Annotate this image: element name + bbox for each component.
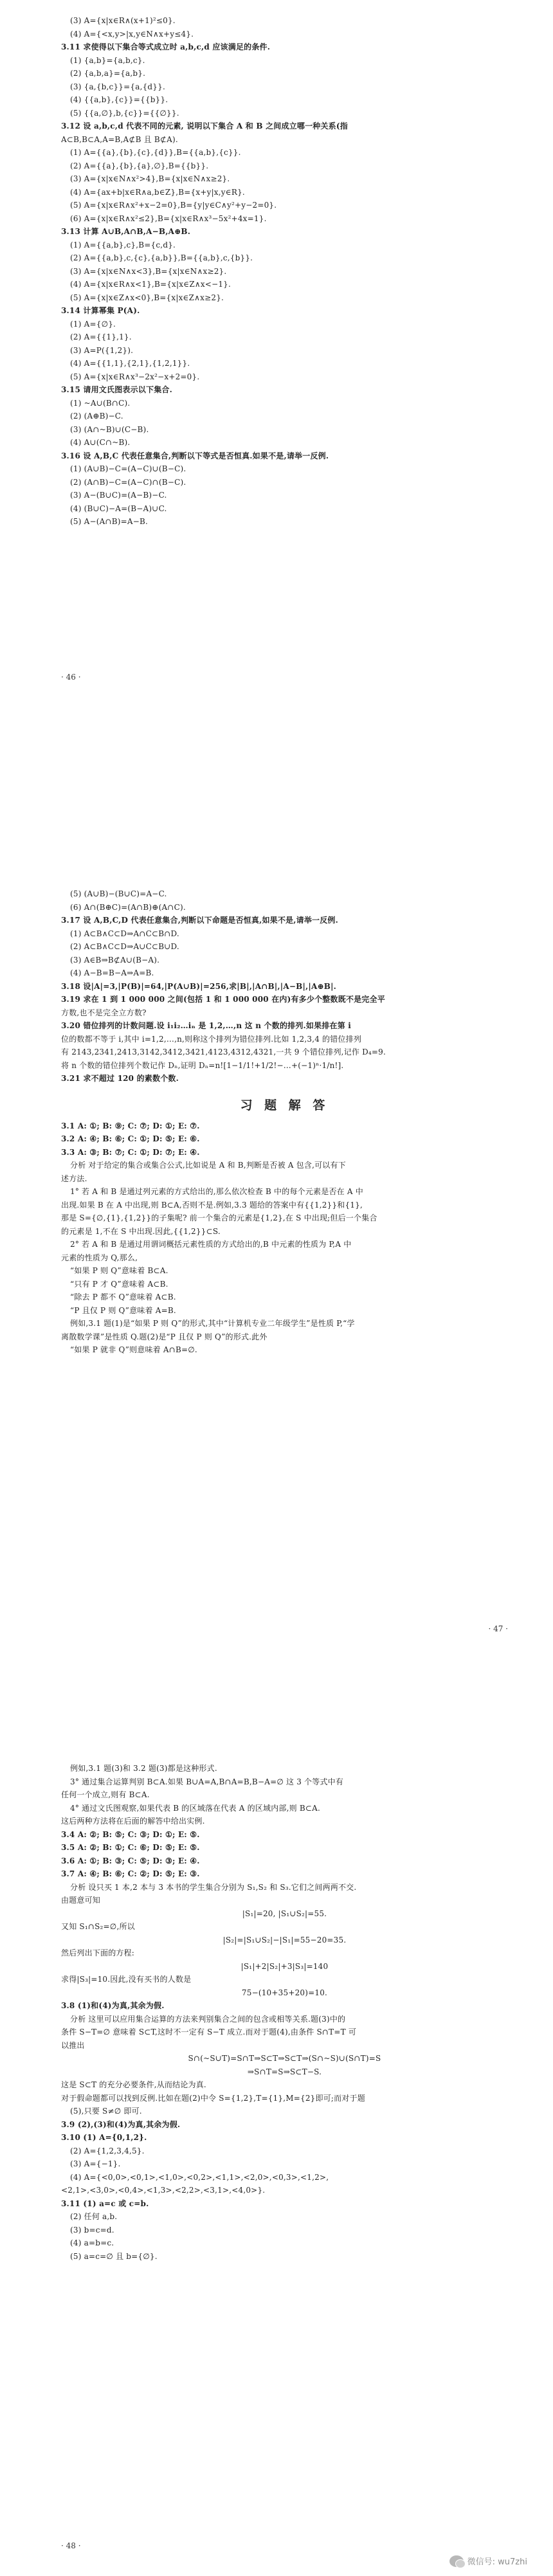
text-line: (5) A−(A∩B)=A−B. [70, 517, 149, 526]
text-line: 3.21 求不超过 120 的素数个数. [61, 1074, 179, 1083]
text-line: 对于假命题都可以找到反例.比如在题(2)中令 S={1,2},T={1},M={2}即可;而对于题 [61, 2093, 365, 2103]
text-line: 3.7 A: ④; B: ⑥; C: ②; D: ⑤; E: ③. [61, 1869, 200, 1878]
text-line: (4) A−B=B−A⇒A=B. [70, 968, 154, 977]
text-line: (6) A={x|x∈R∧x²≤2},B={x|x∈R∧x³−5x²+4x=1}. [70, 213, 267, 223]
text-line: (5) a=c=∅ 且 b={∅}. [70, 2251, 158, 2261]
text-line: (2) (A∩B)−C=(A−C)∩(B−C). [70, 477, 186, 487]
text-line: (3) (A∩~B)∪(C−B). [70, 424, 149, 434]
text-line: (4) a=b=c. [70, 2238, 114, 2247]
text-line: 3.2 A: ④; B: ⑥; C: ①; D: ⑤; E: ⑥. [61, 1134, 200, 1143]
page-number: · 46 · [61, 673, 81, 682]
text-line: 3.15 请用文氏图表示以下集合. [61, 385, 172, 394]
text-line: (5) (A∪B)−(B∪C)=A−C. [70, 889, 167, 898]
text-line: (1) A⊂B∧C⊂D⇒A∩C⊂B∩D. [70, 929, 179, 938]
text-line: ⇒S∩T=S⇒S⊂T−S. [247, 2067, 322, 2076]
text-line: 3.1 A: ①; B: ⑨; C: ⑦; D: ①; E: ⑦. [61, 1121, 200, 1130]
text-line: 这是 S⊂T 的充分必要条件,从而结论为真. [61, 2080, 206, 2089]
text-line: (5) A={x|x∈Z∧x<0},B={x|x∈Z∧x≥2}. [70, 293, 224, 302]
text-line: 述方法. [61, 1174, 87, 1183]
text-line: (3) A∈B⇒B⊄A∪(B−A). [70, 955, 160, 965]
text-line: (3) {a,{b,c}}={a,{d}}. [70, 82, 165, 91]
text-line: 3.19 求在 1 到 1 000 000 之间(包括 1 和 1 000 000 在内)有多少个整数既不是完全平 [61, 995, 385, 1004]
text-line: 又知 S₁∩S₂=∅,所以 [61, 1922, 135, 1931]
answers-text-block [61, 1120, 508, 1357]
exercise-text-block [61, 887, 508, 1085]
text-line: (4) A={ax+b|x∈R∧a,b∈Z},B={x+y|x,y∈R}. [70, 187, 245, 197]
text-line: (1) ~A∪(B∩C). [70, 398, 131, 408]
text-line: (5) A={x|x∈R∧x³−2x²−x+2=0}. [70, 372, 200, 381]
textbook-page-46 [0, 0, 553, 714]
answers-text-block [61, 1762, 508, 2263]
text-line: (1) (A∪B)−C=(A−C)∪(B−C). [70, 464, 186, 473]
text-line: “P 且仅 P 则 Q”意味着 A=B. [70, 1305, 176, 1315]
text-line: 3.17 设 A,B,C,D 代表任意集合,判断以下命题是否恒真,如果不是,请举一反例. [61, 916, 339, 925]
text-line: (6) A∩(B⊕C)=(A∩B)⊕(A∩C). [70, 902, 186, 912]
text-line: (2) A⊂B∧C⊂D⇒A∪C⊂B∪D. [70, 942, 179, 951]
text-line: 3.14 计算幂集 P(A). [61, 306, 140, 315]
text-line: (4) A={{1,1},{2,1},{1,2,1}}. [70, 359, 190, 368]
text-line: (4) A∪(C∩~B). [70, 438, 131, 447]
text-line: <2,1>,<3,0>,<0,4>,<1,3>,<2,2>,<3,1>,<4,0>}. [61, 2186, 266, 2195]
text-line: (2) {a,b,a}={a,b}. [70, 69, 146, 78]
text-line: 75−(10+35+20)=10. [241, 1988, 328, 1997]
text-line: (3) A={x|x∈R∧(x+1)²≤0}. [70, 16, 176, 25]
text-line: (3) A−(B∪C)=(A−B)−C. [70, 491, 167, 500]
text-line: (3) A={x|x∈N∧x²>4},B={x|x∈N∧x≥2}. [70, 174, 230, 183]
text-line: (3) A=P({1,2}). [70, 345, 134, 355]
text-line: (3) b=c=d. [70, 2225, 114, 2235]
text-line: 分析 这里可以应用集合运算的方法来判别集合之间的包含或相等关系.题(3)中的 [70, 2014, 346, 2024]
text-line: 1° 若 A 和 B 是通过列元素的方式给出的,那么依次检查 B 中的每个元素是否在 A 中 [70, 1187, 363, 1196]
text-line: (1) A={∅}. [70, 319, 116, 329]
text-line: (2) A={1,2,3,4,5}. [70, 2146, 145, 2155]
text-line: 3° 通过集合运算判别 B⊂A.如果 B∪A=A,B∩A=B,B−A=∅ 这 3 个等式中有 [70, 1777, 344, 1786]
text-line: 离散数学课”是性质 Q.题(2)是“P 且仅 P 则 Q”的形式.此外 [61, 1332, 267, 1341]
page-number: · 48 · [61, 2541, 81, 2550]
text-line: “如果 P 则 Q”意味着 B⊂A. [70, 1266, 168, 1275]
text-line: 这后两种方法将在后面的解答中给出实例. [61, 1817, 205, 1826]
text-line: A⊂B,B⊂A,A=B,A⊄B 且 B⊄A). [61, 134, 178, 144]
text-line: 3.10 (1) A={0,1,2}. [61, 2133, 147, 2142]
text-line: (5) A={x|x∈R∧x²+x−2=0},B={y|y∈C∧y²+y−2=0}. [70, 201, 277, 210]
text-line: (3) A={−1}. [70, 2159, 121, 2168]
text-line: “除去 P 都不 Q”意味着 A⊂B. [70, 1293, 176, 1302]
text-line: 3.4 A: ②; B: ⑤; C: ③; D: ①; E: ⑤. [61, 1829, 200, 1839]
text-line: 3.13 计算 A∪B,A∩B,A−B,A⊕B. [61, 227, 191, 236]
text-line: (2) A={{a},{b},{a},∅},B={{b}}. [70, 161, 209, 170]
text-line: 有 2143,2341,2413,3142,3412,3421,4123,4312,4321,一共 9 个错位排列,记作 D₄=9. [61, 1048, 386, 1057]
text-line: 由题意可知 [61, 1896, 101, 1905]
exercise-text-block [61, 14, 508, 529]
text-line: 例如,3.1 题(3)和 3.2 题(3)都是这种形式. [70, 1764, 217, 1773]
page-number: · 47 · [488, 1624, 508, 1633]
text-line: (4) (B∪C)−A=(B−A)∪C. [70, 503, 167, 513]
text-line: 然后列出下面的方程: [61, 1948, 135, 1957]
text-line: (4) A={<0,0>,<0,1>,<1,0>,<0,2>,<1,1>,<2,0>,<0,3>,<1,2>, [70, 2172, 329, 2182]
text-line: 出现.如果 B 在 A 中出现,则 B⊂A,否则不是.例如,3.3 题给的答案中有{{1,2}}和{1}, [61, 1200, 363, 1210]
text-line: 3.11 (1) a=c 或 c=b. [61, 2199, 149, 2208]
text-line: |S₂|=|S₁∪S₂|−|S₁|=55−20=35. [222, 1935, 347, 1945]
text-line: 分析 设只买 1 本,2 本与 3 本书的学生集合分别为 S₁,S₂ 和 S₃.它们之间两两不交. [70, 1882, 357, 1892]
text-line: |S₁|+2|S₂|+3|S₃|=140 [240, 1961, 329, 1971]
text-line: 3.12 设 a,b,c,d 代表不同的元素, 说明以下集合 A 和 B 之间成立哪一种关系(指 [61, 122, 348, 131]
text-line: (2) 任何 a,b. [70, 2212, 118, 2221]
text-line: (4) {{a,b},{c}}={{b}}. [70, 95, 168, 104]
text-line: 条件 S−T=∅ 意味着 S⊂T,这时不一定有 S−T 成立.而对于题(4),由条件 S∩T=T 可 [61, 2027, 357, 2036]
text-line: 4° 通过文氏图观察,如果代表 B 的区域落在代表 A 的区域内部,则 B⊂A. [70, 1803, 320, 1813]
text-line: 3.11 求使得以下集合等式成立时 a,b,c,d 应该满足的条件. [61, 42, 271, 51]
text-line: 将 n 个数的错位排列个数记作 Dₙ,证明 Dₙ=n![1−1/1!+1/2!−…+(−1)ⁿ·1/n!]. [61, 1060, 344, 1070]
text-line: 2° 若 A 和 B 是通过用谓词概括元素性质的方式给出的,B 中元素的性质为 P,A 中 [70, 1240, 352, 1249]
wechat-watermark [449, 2555, 527, 2567]
text-line: 位的数都不等于 i,其中 i=1,2,…,n,则称这个排列为错位排列.比如 1,2,3,4 的错位排列 [61, 1034, 362, 1044]
text-line: (2) A={{1},1}. [70, 332, 132, 341]
text-line: 3.9 (2),(3)和(4)为真,其余为假. [61, 2119, 181, 2129]
text-line: 分析 对于给定的集合或集合公式,比如说是 A 和 B,判断是否被 A 包含,可以有下 [70, 1161, 346, 1170]
text-line: 的元素是 1,不在 S 中出现.因此,{{1,2}}⊂S. [61, 1226, 221, 1236]
textbook-page-47 [0, 849, 553, 1678]
text-line: “如果 P 就非 Q”则意味着 A∩B=∅. [70, 1345, 197, 1354]
text-line: (4) A={x|x∈R∧x<1},B={x|x∈Z∧x<−1}. [70, 280, 231, 289]
text-line: 3.6 A: ①; B: ③; C: ⑤; D: ③; E: ④. [61, 1856, 200, 1865]
text-line: (2) A={{a,b},c,{c},{a,b}},B={{a,b},c,{b}}. [70, 253, 253, 262]
text-line: 以推出 [61, 2040, 85, 2050]
text-line: 3.3 A: ③; B: ⑦; C: ①; D: ⑦; E: ④. [61, 1147, 200, 1157]
text-line: 3.16 设 A,B,C 代表任意集合,判断以下等式是否恒真.如果不是,请举一反例. [61, 451, 329, 460]
watermark-text: 微信号: wu7zhi [467, 2557, 527, 2567]
text-line: (1) A={{a,b},c},B={c,d}. [70, 240, 176, 249]
text-line: “只有 P 才 Q”意味着 A⊂B. [70, 1279, 168, 1289]
text-line: 例如,3.1 题(1)是“如果 P 则 Q”的形式,其中“计算机专业二年级学生”是性质 P,“学 [70, 1319, 355, 1328]
section-title: 习 题 解 答 [240, 1098, 329, 1112]
text-line: 3.5 A: ②; B: ①; C: ⑥; D: ⑤; E: ⑤. [61, 1843, 200, 1852]
text-line: 3.20 错位排列的计数问题.设 i₁i₂…iₙ 是 1,2,…,n 这 n 个数的排列.如果排在第 i [61, 1021, 352, 1030]
text-line: 3.18 设|A|=3,|P(B)|=64,|P(A∪B)|=256,求|B|,|A∩B|,|A−B|,|A⊕B|. [61, 981, 337, 991]
text-line: 方数,也不是完全立方数? [61, 1008, 147, 1017]
text-line: 那是 S={∅,{1},{1,2}}的子集呢? 前一个集合的元素是{1,2},在 S 中出现;但后一个集合 [61, 1213, 377, 1222]
text-line: (5),只要 S≠∅ 即可. [70, 2107, 142, 2116]
text-line: S∩(~S∪T)=S∩T⇒S⊂T⇒S⊂T⇒(S∩~S)∪(S∩T)=S [188, 2054, 381, 2063]
text-line: (3) A={x|x∈N∧x<3},B={x|x∈N∧x≥2}. [70, 266, 227, 276]
text-line: (2) (A⊕B)−C. [70, 412, 123, 421]
text-line: (5) {{a,∅},b,{c}}={{∅}}. [70, 108, 179, 118]
text-line: (4) A={<x,y>|x,y∈N∧x+y≤4}. [70, 29, 194, 39]
text-line: 元素的性质为 Q,那么, [61, 1253, 138, 1262]
text-line: (1) {a,b}={a,b,c}. [70, 55, 145, 65]
text-line: 3.8 (1)和(4)为真,其余为假. [61, 2001, 165, 2010]
text-line: |S₁|=20, |S₁∪S₂|=55. [242, 1909, 327, 1918]
text-line: (1) A={{a},{b},{c},{d}},B={{a,b},{c}}. [70, 148, 241, 157]
text-line: 任何一个成立,则有 B⊂A. [61, 1790, 150, 1799]
wechat-icon [449, 2555, 464, 2567]
text-line: 求得|S₃|=10.因此,没有买书的人数是 [61, 1975, 192, 1984]
textbook-page-48 [0, 1723, 553, 2576]
